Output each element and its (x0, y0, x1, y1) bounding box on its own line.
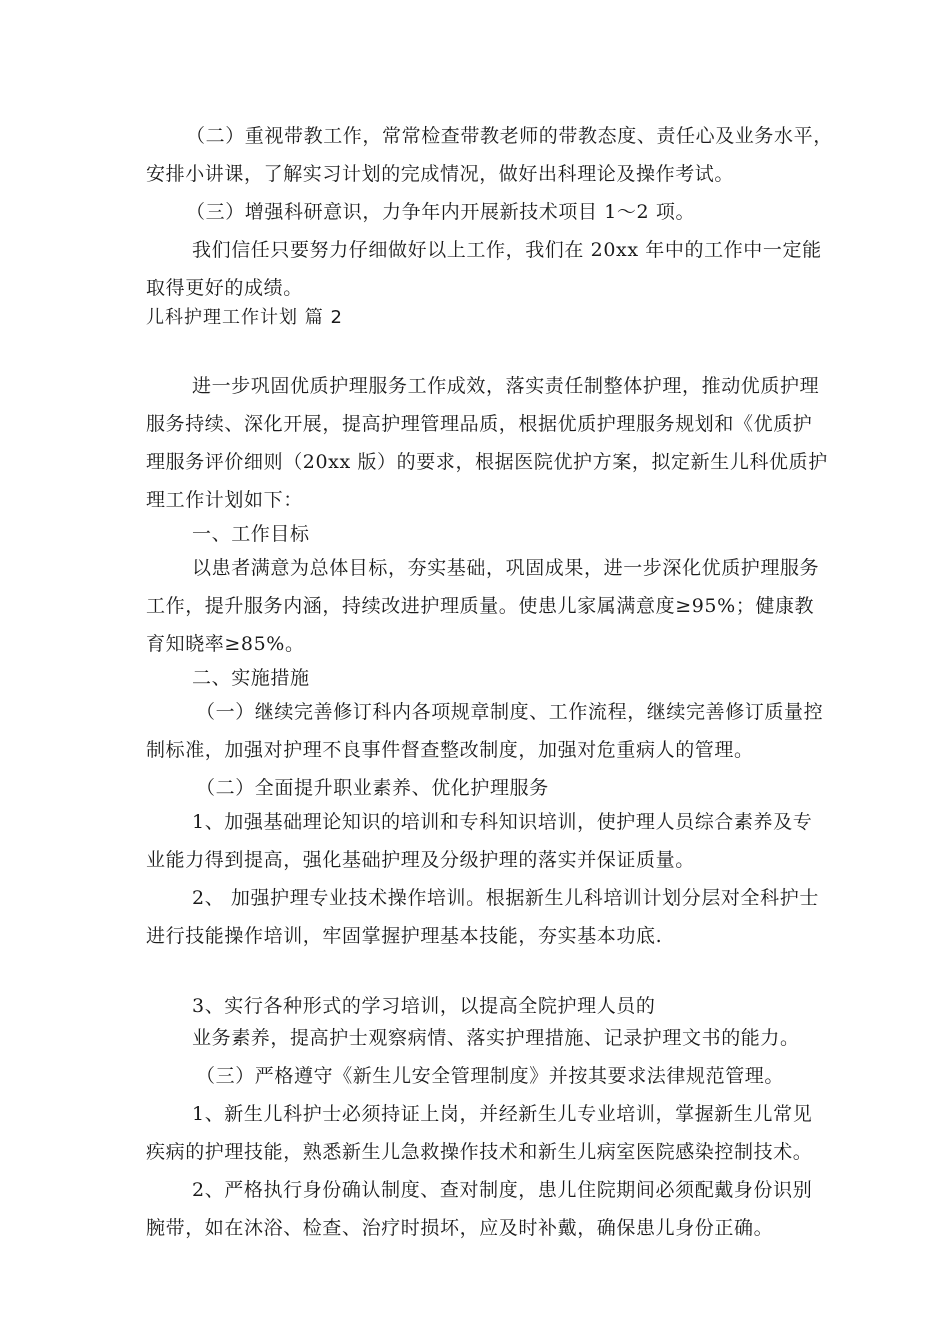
section-heading: 儿科护理工作计划 篇 2 (146, 307, 343, 328)
paragraph-line: 理服务评价细则（20xx 版）的要求，根据医院优护方案，拟定新生儿科优质护 (146, 451, 828, 473)
subheading: 一、工作目标 (192, 523, 310, 545)
paragraph-line: （一）继续完善修订科内各项规章制度、工作流程，继续完善修订质量控 (196, 701, 824, 723)
paragraph-line: 1、加强基础理论知识的培训和专科知识培训，使护理人员综合素养及专 (192, 811, 813, 833)
paragraph-line: 进行技能操作培训，牢固掌握护理基本技能，夯实基本功底. (146, 925, 663, 947)
paragraph-line: 育知晓率≥85%。 (146, 633, 305, 655)
paragraph-line: 工作，提升服务内涵，持续改进护理质量。使患儿家属满意度≥95%；健康教 (146, 595, 815, 617)
paragraph-line: 业务素养，提高护士观察病情、落实护理措施、记录护理文书的能力。 (192, 1027, 800, 1049)
paragraph-line: 理工作计划如下： (146, 489, 303, 511)
paragraph-line: （三）增强科研意识，力争年内开展新技术项目 1～2 项。 (186, 201, 696, 223)
paragraph-line: 进一步巩固优质护理服务工作成效，落实责任制整体护理，推动优质护理 (192, 375, 820, 397)
paragraph-line: 1、新生儿科护士必须持证上岗，并经新生儿专业培训，掌握新生儿常见 (192, 1103, 813, 1125)
paragraph-line: （二）重视带教工作，常常检查带教老师的带教态度、责任心及业务水平， (186, 125, 833, 147)
paragraph-line: （二）全面提升职业素养、优化护理服务 (196, 777, 549, 799)
paragraph-line: 取得更好的成绩。 (146, 277, 303, 299)
paragraph-line: 疾病的护理技能，熟悉新生儿急救操作技术和新生儿病室医院感染控制技术。 (146, 1141, 813, 1163)
paragraph-line: 2、 加强护理专业技术操作培训。根据新生儿科培训计划分层对全科护士 (192, 887, 819, 909)
paragraph-line: 安排小讲课，了解实习计划的完成情况，做好出科理论及操作考试。 (146, 163, 735, 185)
subheading: 二、实施措施 (192, 667, 310, 689)
paragraph-line: 腕带，如在沐浴、检查、治疗时损坏，应及时补戴，确保患儿身份正确。 (146, 1217, 774, 1239)
paragraph-line: 以患者满意为总体目标，夯实基础，巩固成果，进一步深化优质护理服务 (192, 557, 820, 579)
paragraph-line: 业能力得到提高，强化基础护理及分级护理的落实并保证质量。 (146, 849, 695, 871)
paragraph-line: 服务持续、深化开展，提高护理管理品质，根据优质护理服务规划和《优质护 (146, 413, 813, 435)
paragraph-line: 3、实行各种形式的学习培训，以提高全院护理人员的 (192, 995, 656, 1017)
paragraph-line: 2、严格执行身份确认制度、查对制度，患儿住院期间必须配戴身份识别 (192, 1179, 813, 1201)
paragraph-line: 制标准，加强对护理不良事件督查整改制度，加强对危重病人的管理。 (146, 739, 754, 761)
paragraph-line: 我们信任只要努力仔细做好以上工作，我们在 20xx 年中的工作中一定能 (192, 239, 822, 261)
paragraph-line: （三）严格遵守《新生儿安全管理制度》并按其要求法律规范管理。 (196, 1065, 785, 1087)
